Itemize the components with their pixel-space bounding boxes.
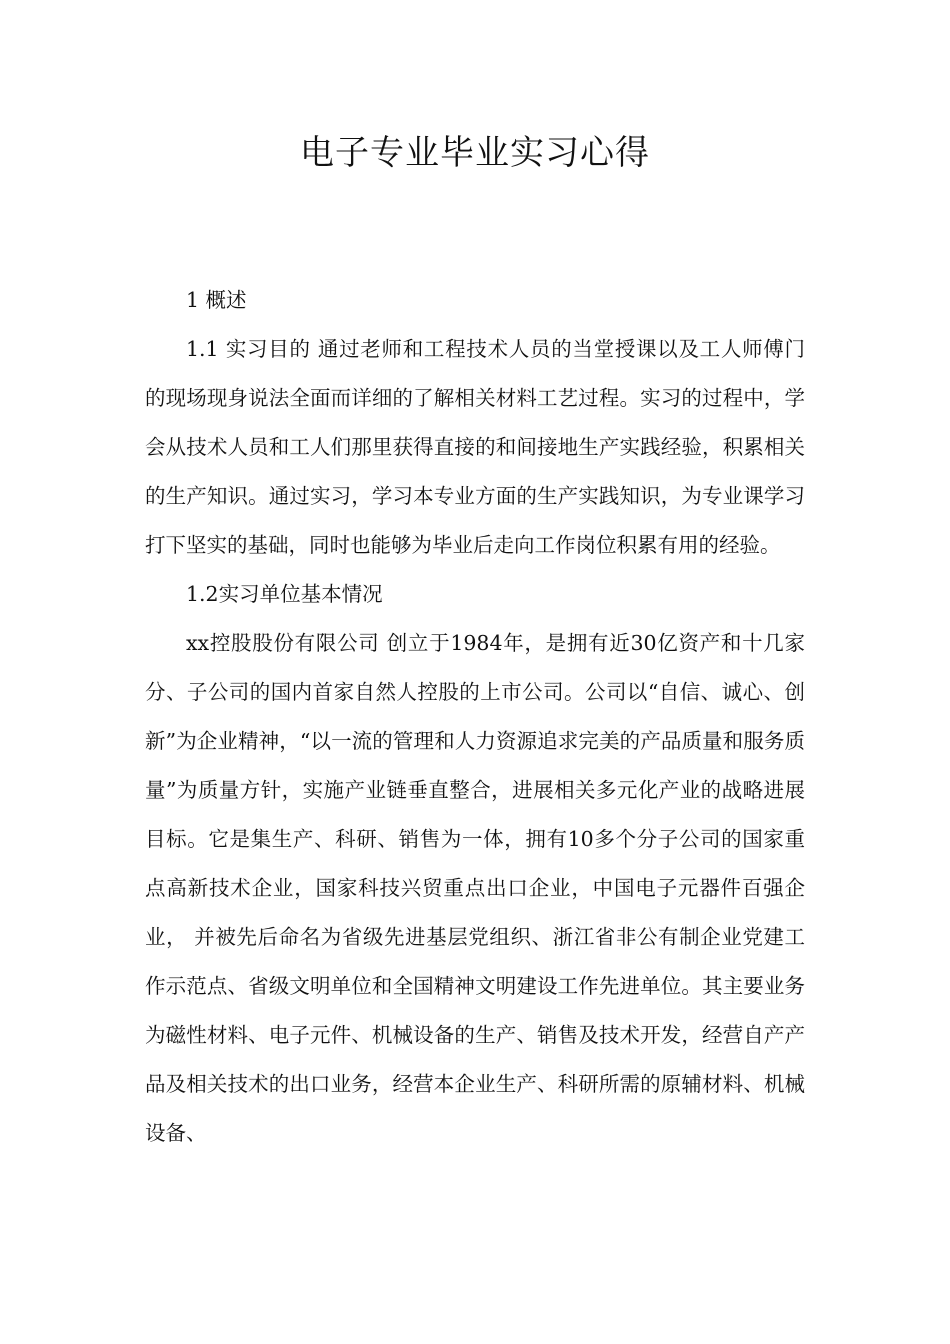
paragraph-company-info: xx控股股份有限公司 创立于1984年，是拥有近30亿资产和十几家分、子公司的国内首家自然人控股的上市公司。公司以“自信、诚心、创新”为企业精神，“以一流的管理和人力资源追求完美的产品质量和服务质量”为质量方针，实施产业链垂直整合，进展相关多元化产业的战略进展目标。它是集生产、科研、销售为一体，拥有10多个分子公司的国家重点高新技术企业，国家科技兴贸重点出口企业，中国电子元器件百强企业， 并被先后命名为省级先进基层党组织、浙江省非公有制企业党建工作示范点、省级文明单位和全国精神文明建设工作先进单位。其主要业务为磁性材料、电子元件、机械设备的生产、销售及技术开发，经营自产产品及相关技术的出口业务，经营本企业生产、科研所需的原辅材料、机械设备、	[145, 631, 805, 1145]
section-heading-overview: 1 概述	[186, 288, 247, 312]
section-heading-company: 1.2实习单位基本情况	[186, 582, 383, 606]
document-body	[145, 276, 805, 1158]
paragraph-internship-purpose: 1.1 实习目的 通过老师和工程技术人员的当堂授课以及工人师傅门的现场现身说法全面而详细的了解相关材料工艺过程。实习的过程中，学会从技术人员和工人们那里获得直接的和间接地生产实践经验，积累相关的生产知识。通过实习，学习本专业方面的生产实践知识，为专业课学习打下坚实的基础，同时也能够为毕业后走向工作岗位积累有用的经验。	[145, 337, 805, 557]
document-title: 电子专业毕业实习心得	[300, 133, 650, 173]
